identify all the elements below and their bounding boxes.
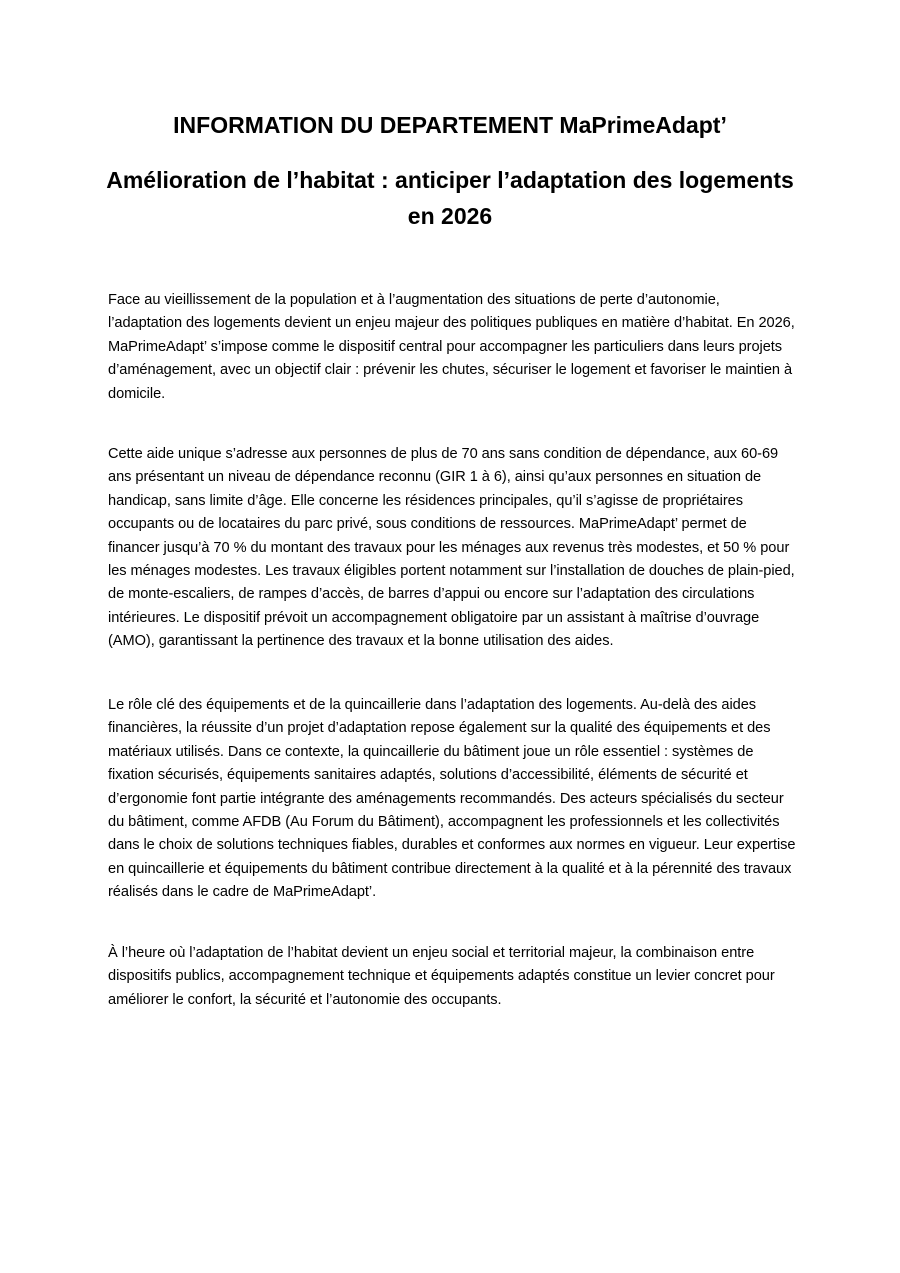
document-title: INFORMATION DU DEPARTEMENT MaPrimeAdapt’ xyxy=(173,112,727,138)
document-subtitle: Amélioration de l’habitat : anticiper l’adaptation des logements en 2026 xyxy=(106,167,794,229)
paragraph-intro: Face au vieillissement de la population et à l’augmentation des situations de perte d’autonomie, l’adaptation des logements devient un enjeu majeur des politiques publiques en matière d’habitat. En 2026, MaPrimeAdapt’ s’impose comme le dispositif central pour accompagner les particuliers dans leurs projets d’aménagement, avec un objectif clair : prévenir les chutes, sécuriser le logement et favoriser le maintien à domicile. xyxy=(108,292,795,402)
paragraph-equipment: Le rôle clé des équipements et de la quincaillerie dans l’adaptation des logements. Au-delà des aides financières, la réussite d’un projet d’adaptation repose également sur la qualité des équipements et des matériaux utilisés. Dans ce contexte, la quincaillerie du bâtiment joue un rôle essentiel : systèmes de fixation sécurisés, équipements sanitaires adaptés, solutions d’accessibilité, éléments de sécurité et d’ergonomie font partie intégrante des aménagements recommandés. Des acteurs spécialisés du secteur du bâtiment, comme AFDB (Au Forum du Bâtiment), accompagnent les professionnels et les collectivités dans le choix de solutions techniques fiables, durables et conformes aux normes en vigueur. Leur expertise en quincaillerie et équipements du bâtiment contribue directement à la qualité et à la pérennité des travaux réalisés dans le cadre de MaPrimeAdapt’. xyxy=(108,697,796,901)
paragraph-conclusion: À l’heure où l’adaptation de l’habitat devient un enjeu social et territorial majeur, la combinaison entre dispositifs publics, accompagnement technique et équipements adaptés constitue un levier concret pour améliorer le confort, la sécurité et l’autonomie des occupants. xyxy=(108,945,775,1008)
paragraph-eligibility: Cette aide unique s’adresse aux personnes de plus de 70 ans sans condition de dépendance, aux 60-69 ans présentant un niveau de dépendance reconnu (GIR 1 à 6), ainsi qu’aux personnes en situation de handicap, sans limite d’âge. Elle concerne les résidences principales, qu’il s’agisse de propriétaires occupants ou de locataires du parc privé, sous conditions de ressources. MaPrimeAdapt’ permet de financer jusqu’à 70 % du montant des travaux pour les ménages aux revenus très modestes, et 50 % pour les ménages modestes. Les travaux éligibles portent notamment sur l’installation de douches de plain-pied, de monte-escaliers, de rampes d’accès, de barres d’appui ou encore sur l’adaptation des circulations intérieures. Le dispositif prévoit un accompagnement obligatoire par un assistant à maîtrise d’ouvrage (AMO), garantissant la pertinence des travaux et la bonne utilisation des aides. xyxy=(108,446,795,650)
